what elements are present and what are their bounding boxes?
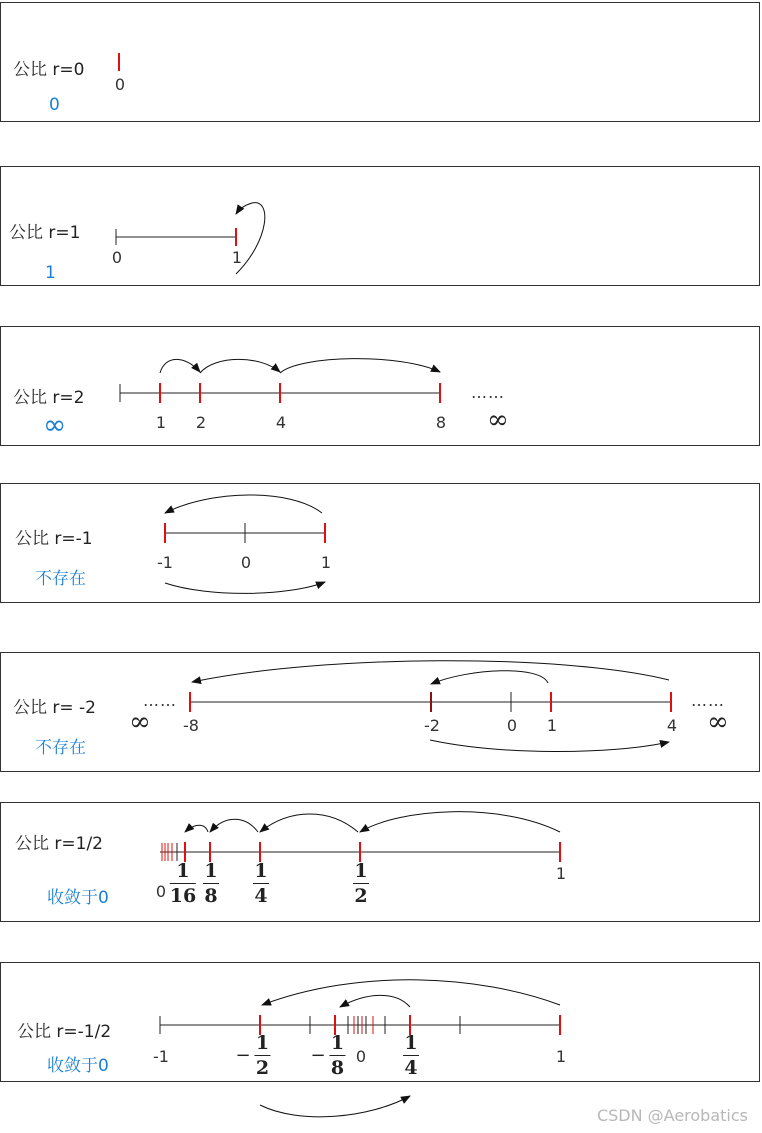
fraction-denominator: 16: [169, 885, 197, 907]
tick-label: -1: [157, 553, 173, 572]
tick-label: 4: [666, 716, 678, 735]
ellipsis: ……: [143, 691, 177, 710]
tick-label: 1: [546, 716, 558, 735]
tick-label: 1: [555, 1047, 567, 1066]
fraction-denominator: 2: [255, 1057, 270, 1079]
panel-result: 收敛于0: [47, 1056, 109, 1076]
tick-label: 0: [155, 882, 167, 901]
tick-label: 0: [114, 75, 126, 94]
panel-title: 公比 r=-1/2: [17, 1022, 112, 1042]
fraction-denominator: 4: [254, 885, 268, 907]
arrow: [192, 661, 669, 682]
number-line: [120, 383, 440, 403]
panel-title: 公比 r=-1: [15, 529, 93, 549]
arrow: [280, 359, 440, 373]
fraction-denominator: 4: [404, 1057, 418, 1079]
watermark: CSDN @Aerobatics: [596, 1106, 748, 1125]
tick-label: 0: [111, 248, 123, 267]
panel-result: 不存在: [35, 738, 86, 758]
panel-result: 收敛于0: [47, 888, 109, 908]
fraction-numerator: 1: [354, 860, 368, 882]
ellipsis: ……: [691, 691, 725, 710]
tick-label: -2: [424, 716, 440, 735]
number-line: [165, 523, 325, 543]
panel-title: 公比 r=2: [13, 388, 85, 408]
tick-label: -8: [183, 716, 199, 735]
fraction-numerator: 1: [330, 1032, 345, 1054]
arrow: [165, 582, 325, 593]
infinity-label: ∞: [707, 707, 729, 737]
panel-result: 不存在: [35, 569, 86, 589]
fraction-numerator: 1: [254, 860, 268, 882]
fraction-sign: −: [310, 1045, 326, 1066]
arrow: [262, 980, 560, 1005]
fraction-denominator: 8: [204, 885, 218, 907]
arrow: [260, 814, 358, 832]
tick-label: -1: [153, 1047, 169, 1066]
panel-result: 0: [49, 95, 60, 115]
number-line: [190, 692, 671, 712]
fraction-numerator: 1: [176, 860, 190, 882]
ellipsis: ……: [471, 383, 505, 402]
fraction-denominator: 8: [330, 1057, 345, 1079]
fraction-numerator: 1: [255, 1032, 270, 1054]
panel-title: 公比 r=1: [9, 223, 81, 243]
tick-label: 1: [231, 248, 243, 267]
tick-label: 8: [435, 413, 447, 432]
arrow: [260, 1096, 410, 1117]
panel-result: 1: [45, 263, 56, 283]
arrow: [360, 812, 560, 832]
tick-label: 1: [555, 864, 567, 883]
arrow: [185, 825, 208, 832]
arrow: [430, 740, 669, 752]
infinity-label: ∞: [129, 707, 151, 737]
fraction-sign: −: [235, 1045, 251, 1066]
arrow: [165, 495, 322, 513]
panel-title: 公比 r= -2: [13, 698, 96, 718]
fraction-numerator: 1: [204, 860, 218, 882]
number-line: [160, 1015, 560, 1035]
panel-title: 公比 r=0: [13, 60, 85, 80]
tick-label: 1: [320, 553, 332, 572]
arrow: [431, 671, 548, 684]
arrow: [160, 359, 200, 373]
tick-label: 4: [275, 413, 287, 432]
panel-title: 公比 r=1/2: [15, 834, 103, 854]
arrow: [340, 995, 410, 1007]
arrow: [210, 819, 258, 832]
arrow: [200, 359, 280, 373]
tick-label: 0: [506, 716, 518, 735]
number-line: [160, 842, 560, 862]
number-line: [116, 228, 236, 246]
fraction-denominator: 2: [354, 885, 368, 907]
tick-label: 0: [240, 553, 252, 572]
panel-result: ∞: [43, 408, 67, 441]
infinity-label: ∞: [487, 405, 509, 435]
arrow: [236, 203, 265, 274]
fraction-numerator: 1: [404, 1032, 418, 1054]
tick-label: 2: [195, 413, 207, 432]
tick-label: 0: [355, 1047, 367, 1066]
tick-label: 1: [155, 413, 167, 432]
